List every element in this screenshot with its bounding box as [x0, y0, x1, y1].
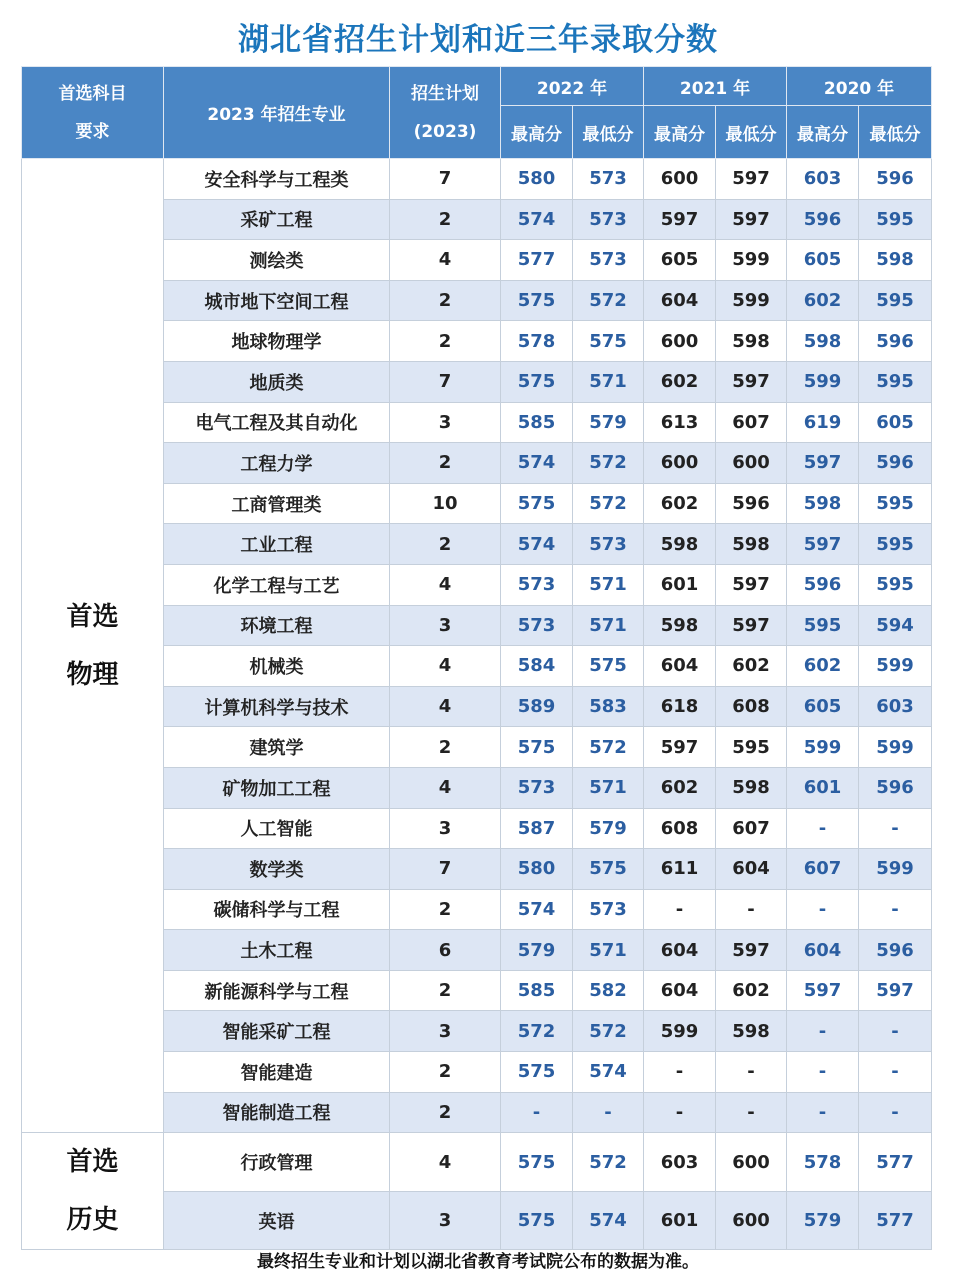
- max-score: 602: [644, 483, 716, 524]
- min-score: 582: [573, 970, 644, 1011]
- major-name: 化学工程与工艺: [164, 564, 390, 605]
- max-score: 608: [644, 808, 716, 849]
- major-name: 土木工程: [164, 930, 390, 971]
- max-score: 572: [501, 1011, 573, 1052]
- min-score: 573: [573, 159, 644, 200]
- min-score: 607: [716, 402, 787, 443]
- min-score: 597: [716, 199, 787, 240]
- major-name: 地球物理学: [164, 321, 390, 362]
- admission-scores-table: [21, 66, 932, 1250]
- max-score: 584: [501, 646, 573, 687]
- min-score: 596: [859, 930, 932, 971]
- min-score: -: [859, 808, 932, 849]
- min-score: 596: [716, 483, 787, 524]
- plan-count: 3: [390, 605, 501, 646]
- max-score: 598: [644, 605, 716, 646]
- plan-count: 4: [390, 686, 501, 727]
- header-year-2020: 2020 年: [787, 67, 932, 106]
- plan-count: 2: [390, 1052, 501, 1093]
- max-score: 587: [501, 808, 573, 849]
- plan-count: 2: [390, 970, 501, 1011]
- min-score: 575: [573, 321, 644, 362]
- min-score: 597: [716, 564, 787, 605]
- min-score: 604: [716, 849, 787, 890]
- plan-count: 2: [390, 889, 501, 930]
- max-score: -: [787, 1092, 859, 1133]
- major-name: 碳储科学与工程: [164, 889, 390, 930]
- min-score: 597: [716, 930, 787, 971]
- min-score: 595: [859, 280, 932, 321]
- max-score: 599: [787, 727, 859, 768]
- footnote: 最终招生专业和计划以湖北省教育考试院公布的数据为准。: [257, 1252, 699, 1272]
- max-score: 575: [501, 1191, 573, 1250]
- max-score: -: [787, 1011, 859, 1052]
- max-score: -: [501, 1092, 573, 1133]
- min-score: 596: [859, 767, 932, 808]
- max-score: 598: [787, 483, 859, 524]
- major-name: 矿物加工工程: [164, 767, 390, 808]
- max-score: 575: [501, 483, 573, 524]
- plan-count: 2: [390, 199, 501, 240]
- max-score: 578: [501, 321, 573, 362]
- min-score: -: [573, 1092, 644, 1133]
- min-score: 602: [716, 646, 787, 687]
- major-name: 数学类: [164, 849, 390, 890]
- min-score: 598: [716, 524, 787, 565]
- plan-count: 4: [390, 564, 501, 605]
- max-score: 585: [501, 402, 573, 443]
- major-name: 计算机科学与技术: [164, 686, 390, 727]
- max-score: 597: [787, 524, 859, 565]
- min-score: -: [859, 889, 932, 930]
- min-score: 595: [859, 564, 932, 605]
- max-score: 589: [501, 686, 573, 727]
- plan-count: 4: [390, 767, 501, 808]
- min-score: 573: [573, 240, 644, 281]
- max-score: 604: [644, 280, 716, 321]
- major-name: 工业工程: [164, 524, 390, 565]
- max-score: 579: [787, 1191, 859, 1250]
- max-score: 602: [787, 280, 859, 321]
- major-name: 测绘类: [164, 240, 390, 281]
- min-score: 597: [859, 970, 932, 1011]
- max-score: 605: [787, 686, 859, 727]
- major-name: 地质类: [164, 361, 390, 402]
- table-row: [22, 1133, 932, 1192]
- header-year-2022: 2022 年: [501, 67, 644, 106]
- plan-count: 2: [390, 727, 501, 768]
- major-name: 建筑学: [164, 727, 390, 768]
- plan-count: 3: [390, 1011, 501, 1052]
- major-name: 机械类: [164, 646, 390, 687]
- page-title: 湖北省招生计划和近三年录取分数: [238, 22, 718, 58]
- max-score: 618: [644, 686, 716, 727]
- min-score: 575: [573, 646, 644, 687]
- max-score: 604: [787, 930, 859, 971]
- min-score: 571: [573, 564, 644, 605]
- max-score: -: [787, 808, 859, 849]
- max-score: 574: [501, 199, 573, 240]
- plan-count: 4: [390, 646, 501, 687]
- min-score: 596: [859, 159, 932, 200]
- min-score: 600: [716, 1133, 787, 1192]
- min-score: 603: [859, 686, 932, 727]
- max-score: 607: [787, 849, 859, 890]
- min-score: 599: [859, 727, 932, 768]
- min-score: 597: [716, 605, 787, 646]
- min-score: 598: [859, 240, 932, 281]
- max-score: 597: [644, 199, 716, 240]
- max-score: 597: [787, 443, 859, 484]
- header-min: 最低分: [573, 106, 644, 159]
- min-score: 597: [716, 159, 787, 200]
- min-score: -: [716, 1092, 787, 1133]
- plan-count: 2: [390, 321, 501, 362]
- plan-count: 4: [390, 240, 501, 281]
- max-score: 611: [644, 849, 716, 890]
- min-score: 571: [573, 605, 644, 646]
- max-score: 599: [644, 1011, 716, 1052]
- max-score: 619: [787, 402, 859, 443]
- max-score: 600: [644, 159, 716, 200]
- major-name: 工商管理类: [164, 483, 390, 524]
- major-name: 安全科学与工程类: [164, 159, 390, 200]
- min-score: 598: [716, 767, 787, 808]
- min-score: 572: [573, 727, 644, 768]
- min-score: -: [716, 889, 787, 930]
- min-score: -: [859, 1011, 932, 1052]
- min-score: 596: [859, 443, 932, 484]
- min-score: 608: [716, 686, 787, 727]
- max-score: 574: [501, 889, 573, 930]
- major-name: 智能采矿工程: [164, 1011, 390, 1052]
- min-score: 600: [716, 1191, 787, 1250]
- header-year-2021: 2021 年: [644, 67, 787, 106]
- min-score: 595: [859, 199, 932, 240]
- min-score: -: [859, 1092, 932, 1133]
- plan-count: 2: [390, 280, 501, 321]
- min-score: 599: [859, 849, 932, 890]
- header-major: 2023 年招生专业: [164, 67, 390, 159]
- max-score: 597: [787, 970, 859, 1011]
- min-score: 595: [859, 483, 932, 524]
- max-score: 575: [501, 361, 573, 402]
- min-score: -: [716, 1052, 787, 1093]
- max-score: 603: [644, 1133, 716, 1192]
- header-subject: 首选科目 要求: [22, 67, 164, 159]
- max-score: 601: [644, 564, 716, 605]
- plan-count: 3: [390, 808, 501, 849]
- min-score: 575: [573, 849, 644, 890]
- plan-count: 10: [390, 483, 501, 524]
- major-name: 环境工程: [164, 605, 390, 646]
- major-name: 英语: [164, 1191, 390, 1250]
- min-score: 571: [573, 930, 644, 971]
- plan-count: 3: [390, 402, 501, 443]
- major-name: 城市地下空间工程: [164, 280, 390, 321]
- max-score: 604: [644, 930, 716, 971]
- min-score: 602: [716, 970, 787, 1011]
- header-max: 最高分: [644, 106, 716, 159]
- min-score: 572: [573, 1133, 644, 1192]
- min-score: 599: [716, 240, 787, 281]
- max-score: 597: [644, 727, 716, 768]
- max-score: -: [644, 1092, 716, 1133]
- header-min: 最低分: [859, 106, 932, 159]
- header-max: 最高分: [501, 106, 573, 159]
- min-score: 599: [859, 646, 932, 687]
- min-score: 573: [573, 199, 644, 240]
- max-score: 573: [501, 767, 573, 808]
- min-score: 598: [716, 1011, 787, 1052]
- max-score: 579: [501, 930, 573, 971]
- max-score: 575: [501, 727, 573, 768]
- min-score: 574: [573, 1191, 644, 1250]
- min-score: 571: [573, 767, 644, 808]
- min-score: 600: [716, 443, 787, 484]
- min-score: 573: [573, 889, 644, 930]
- max-score: 598: [644, 524, 716, 565]
- min-score: 597: [716, 361, 787, 402]
- max-score: 604: [644, 970, 716, 1011]
- max-score: 573: [501, 605, 573, 646]
- max-score: 605: [787, 240, 859, 281]
- major-name: 人工智能: [164, 808, 390, 849]
- subject-group-label: 首选 历史: [22, 1133, 164, 1250]
- max-score: -: [644, 1052, 716, 1093]
- min-score: 574: [573, 1052, 644, 1093]
- major-name: 新能源科学与工程: [164, 970, 390, 1011]
- min-score: 605: [859, 402, 932, 443]
- max-score: 578: [787, 1133, 859, 1192]
- max-score: 603: [787, 159, 859, 200]
- max-score: 580: [501, 849, 573, 890]
- max-score: 596: [787, 564, 859, 605]
- min-score: 583: [573, 686, 644, 727]
- min-score: 595: [859, 524, 932, 565]
- table-row: [22, 159, 932, 200]
- min-score: 596: [859, 321, 932, 362]
- plan-count: 7: [390, 159, 501, 200]
- min-score: 572: [573, 443, 644, 484]
- min-score: 579: [573, 808, 644, 849]
- max-score: 600: [644, 443, 716, 484]
- max-score: 575: [501, 280, 573, 321]
- max-score: 598: [787, 321, 859, 362]
- max-score: 602: [787, 646, 859, 687]
- plan-count: 7: [390, 361, 501, 402]
- min-score: 579: [573, 402, 644, 443]
- major-name: 智能建造: [164, 1052, 390, 1093]
- min-score: 572: [573, 483, 644, 524]
- max-score: 600: [644, 321, 716, 362]
- major-name: 行政管理: [164, 1133, 390, 1192]
- max-score: 580: [501, 159, 573, 200]
- max-score: 595: [787, 605, 859, 646]
- subject-group-label: 首选 物理: [22, 159, 164, 1133]
- major-name: 工程力学: [164, 443, 390, 484]
- min-score: 607: [716, 808, 787, 849]
- header-max: 最高分: [787, 106, 859, 159]
- max-score: 596: [787, 199, 859, 240]
- max-score: 601: [787, 767, 859, 808]
- min-score: 572: [573, 1011, 644, 1052]
- major-name: 智能制造工程: [164, 1092, 390, 1133]
- max-score: 602: [644, 361, 716, 402]
- min-score: 571: [573, 361, 644, 402]
- plan-count: 6: [390, 930, 501, 971]
- major-name: 采矿工程: [164, 199, 390, 240]
- min-score: 573: [573, 524, 644, 565]
- plan-count: 2: [390, 524, 501, 565]
- max-score: 605: [644, 240, 716, 281]
- max-score: -: [787, 1052, 859, 1093]
- max-score: 574: [501, 524, 573, 565]
- max-score: 585: [501, 970, 573, 1011]
- max-score: 573: [501, 564, 573, 605]
- plan-count: 2: [390, 443, 501, 484]
- header-plan: 招生计划 (2023): [390, 67, 501, 159]
- max-score: 602: [644, 767, 716, 808]
- max-score: 613: [644, 402, 716, 443]
- min-score: 595: [859, 361, 932, 402]
- min-score: 577: [859, 1133, 932, 1192]
- max-score: 575: [501, 1133, 573, 1192]
- max-score: 577: [501, 240, 573, 281]
- min-score: 572: [573, 280, 644, 321]
- plan-count: 2: [390, 1092, 501, 1133]
- min-score: 599: [716, 280, 787, 321]
- max-score: 601: [644, 1191, 716, 1250]
- max-score: 604: [644, 646, 716, 687]
- header-min: 最低分: [716, 106, 787, 159]
- major-name: 电气工程及其自动化: [164, 402, 390, 443]
- min-score: 595: [716, 727, 787, 768]
- max-score: 599: [787, 361, 859, 402]
- plan-count: 7: [390, 849, 501, 890]
- min-score: -: [859, 1052, 932, 1093]
- min-score: 577: [859, 1191, 932, 1250]
- min-score: 598: [716, 321, 787, 362]
- max-score: -: [644, 889, 716, 930]
- plan-count: 4: [390, 1133, 501, 1192]
- max-score: 574: [501, 443, 573, 484]
- plan-count: 3: [390, 1191, 501, 1250]
- max-score: -: [787, 889, 859, 930]
- min-score: 594: [859, 605, 932, 646]
- max-score: 575: [501, 1052, 573, 1093]
